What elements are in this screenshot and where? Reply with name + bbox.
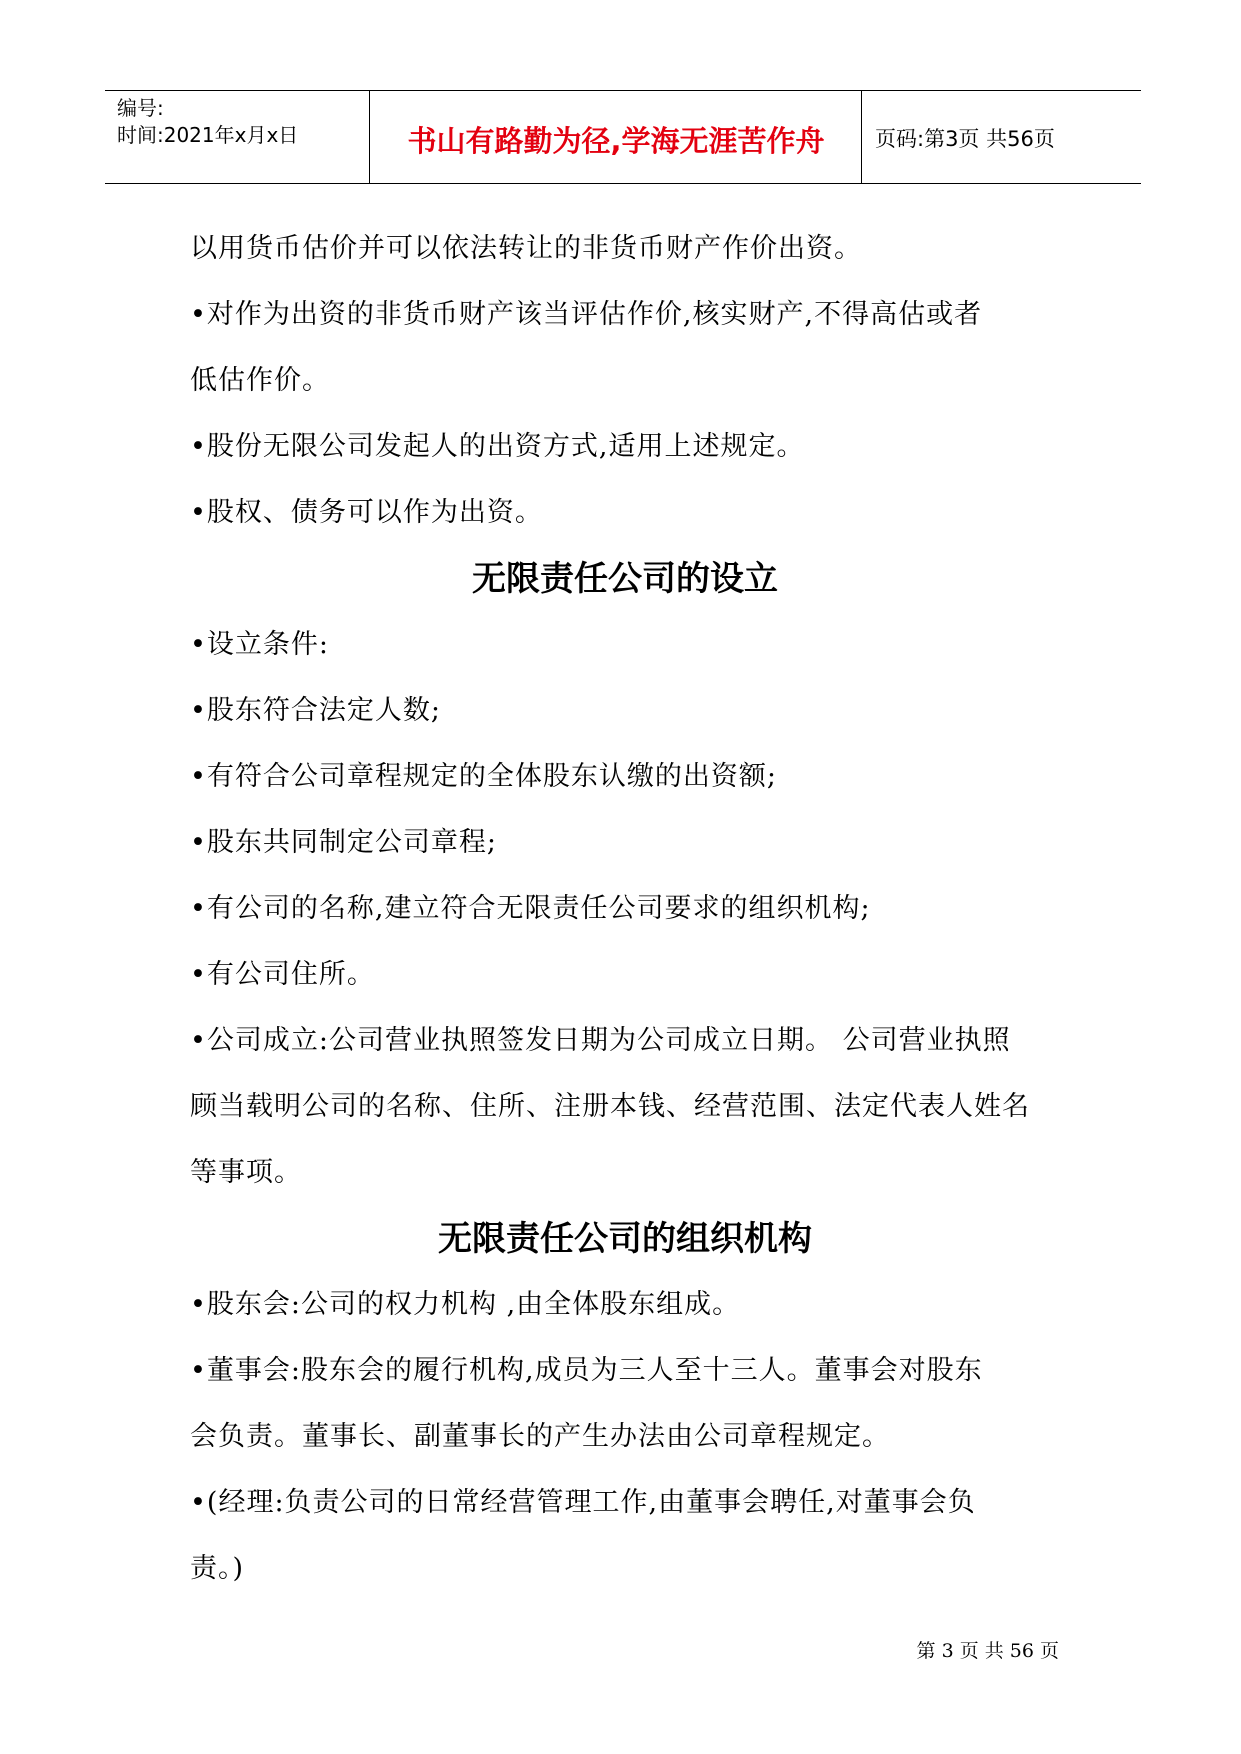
header-time-label: 时间:2021年x月x日 xyxy=(117,123,299,147)
body-line: •股东会:公司的权力机构 ,由全体股东组成。 xyxy=(190,1289,741,1320)
body-line: 会负责。董事长、副董事长的产生办法由公司章程规定。 xyxy=(190,1421,890,1452)
body-line: •董事会:股东会的履行机构,成员为三人至十三人。董事会对股东 xyxy=(190,1355,983,1386)
page-footer: 第 3 页 共 56 页 xyxy=(916,1640,1059,1662)
header-divider xyxy=(861,91,862,183)
body-line: •有符合公司章程规定的全体股东认缴的出资额; xyxy=(190,761,778,792)
section-heading: 无限责任公司的设立 xyxy=(472,559,778,599)
body-line: •股东符合法定人数; xyxy=(190,695,442,726)
body-line: •对作为出资的非货币财产该当评估作价,核实财产,不得高估或者 xyxy=(190,299,983,330)
body-line: •有公司住所。 xyxy=(190,959,375,990)
header-meta xyxy=(117,95,369,149)
body-line: 责。) xyxy=(190,1553,245,1584)
body-line: •股份无限公司发起人的出资方式,适用上述规定。 xyxy=(190,431,805,462)
body-line: 顾当载明公司的名称、住所、注册本钱、经营范围、法定代表人姓名 xyxy=(190,1091,1030,1122)
document-body xyxy=(190,216,1060,1602)
body-line: •(经理:负责公司的日常经营管理工作,由董事会聘任,对董事会负 xyxy=(190,1487,976,1518)
body-line: 以用货币估价并可以依法转让的非货币财产作价出资。 xyxy=(190,233,862,264)
body-line: •有公司的名称,建立符合无限责任公司要求的组织机构; xyxy=(190,893,871,924)
body-line: •股权、债务可以作为出资。 xyxy=(190,497,543,528)
section-heading: 无限责任公司的组织机构 xyxy=(438,1219,812,1259)
page-header xyxy=(105,90,1141,184)
body-line: •股东共同制定公司章程; xyxy=(190,827,498,858)
header-page-label: 页码:第3页 共56页 xyxy=(875,127,1055,151)
header-motto: 书山有路勤为径,学海无涯苦作舟 xyxy=(407,124,825,158)
body-line: •设立条件: xyxy=(190,629,330,660)
header-divider xyxy=(369,91,370,183)
body-line: 低估作价。 xyxy=(190,365,330,396)
header-number-label: 编号: xyxy=(117,96,164,120)
body-line: •公司成立:公司营业执照签发日期为公司成立日期。 公司营业执照 xyxy=(190,1025,1011,1056)
body-line: 等事项。 xyxy=(190,1157,302,1188)
